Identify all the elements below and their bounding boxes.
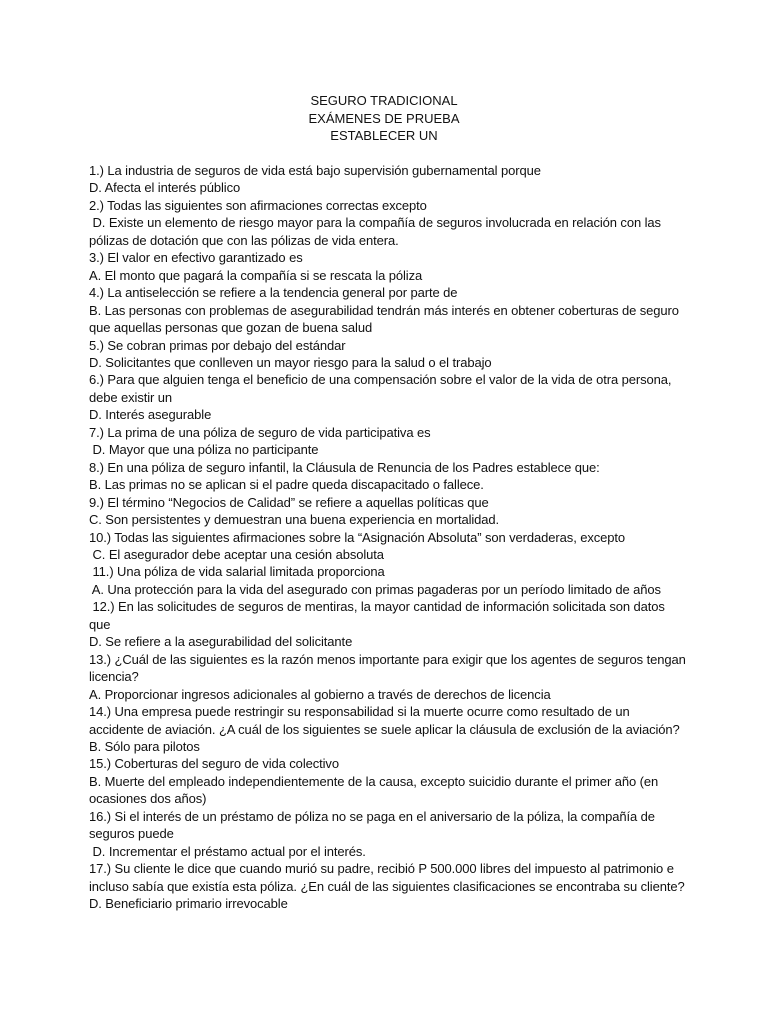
- document-title: [0, 92, 768, 145]
- text-line: D. Beneficiario primario irrevocable: [89, 896, 288, 912]
- text-line: 10.) Todas las siguientes afirmaciones sobre la “Asignación Absoluta” son verdaderas, excepto: [89, 529, 626, 545]
- subtitle-line: ESTABLECER UN: [330, 128, 438, 143]
- subtitle-line: EXÁMENES DE PRUEBA: [308, 110, 460, 126]
- text-line: 13.) ¿Cuál de las siguientes es la razón menos importante para exigir que los agentes de seguros tengan: [89, 651, 686, 667]
- text-line: A. Proporcionar ingresos adicionales al gobierno a través de derechos de licencia: [89, 686, 551, 702]
- text-line: 6.) Para que alguien tenga el beneficio de una compensación sobre el valor de la vida de otra persona,: [89, 372, 672, 388]
- text-line: B. Sólo para pilotos: [89, 738, 200, 754]
- text-line: B. Muerte del empleado independientemente de la causa, excepto suicidio durante el primer año (en: [89, 773, 659, 789]
- text-line: ocasiones dos años): [89, 791, 207, 807]
- text-line: incluso sabía que existía esta póliza. ¿En cuál de las siguientes clasificaciones se encontraba su cliente?: [89, 878, 685, 894]
- text-line: 4.) La antiselección se refiere a la tendencia general por parte de: [89, 285, 458, 301]
- text-line: 8.) En una póliza de seguro infantil, la Cláusula de Renuncia de los Padres establece que:: [89, 459, 600, 475]
- text-line: C. El asegurador debe aceptar una cesión absoluta: [89, 546, 384, 562]
- text-line: D. Mayor que una póliza no participante: [89, 442, 319, 458]
- text-line: A. El monto que pagará la compañía si se rescata la póliza: [89, 267, 423, 283]
- text-line: 17.) Su cliente le dice que cuando murió su padre, recibió P 500.000 libres del impuesto al patrimonio e: [89, 861, 674, 877]
- text-line: B. Las personas con problemas de asegurabilidad tendrán más interés en obtener coberturas de seguro: [89, 302, 679, 318]
- document-body: [89, 162, 686, 912]
- text-line: pólizas de dotación que con las pólizas de vida entera.: [89, 232, 399, 248]
- text-line: 9.) El término “Negocios de Calidad” se refiere a aquellas políticas que: [89, 494, 489, 510]
- text-line: que: [89, 616, 111, 632]
- text-line: 15.) Coberturas del seguro de vida colectivo: [89, 756, 339, 772]
- text-line: seguros puede: [89, 826, 174, 842]
- text-line: que aquellas personas que gozan de buena salud: [89, 320, 373, 336]
- text-line: B. Las primas no se aplican si el padre queda discapacitado o fallece.: [89, 477, 484, 493]
- text-line: accidente de aviación. ¿A cuál de los siguientes se suele aplicar la cláusula de exclusión de la aviación?: [89, 721, 680, 737]
- text-line: 11.) Una póliza de vida salarial limitada proporciona: [89, 564, 385, 580]
- text-line: 16.) Si el interés de un préstamo de póliza no se paga en el aniversario de la póliza, la compañía de: [89, 808, 655, 824]
- text-line: 14.) Una empresa puede restringir su responsabilidad si la muerte ocurre como resultado de un: [89, 704, 630, 720]
- text-line: 3.) El valor en efectivo garantizado es: [89, 250, 303, 266]
- text-line: licencia?: [89, 669, 139, 685]
- text-line: 2.) Todas las siguientes son afirmaciones correctas excepto: [89, 197, 427, 213]
- text-line: 5.) Se cobran primas por debajo del estándar: [89, 337, 346, 353]
- text-line: 1.) La industria de seguros de vida está bajo supervisión gubernamental porque: [89, 163, 541, 178]
- text-line: D. Incrementar el préstamo actual por el interés.: [89, 843, 366, 859]
- text-line: D. Interés asegurable: [89, 407, 212, 423]
- text-line: D. Se refiere a la asegurabilidad del solicitante: [89, 634, 353, 650]
- text-line: A. Una protección para la vida del asegurado con primas pagaderas por un período limitado de años: [89, 581, 661, 597]
- text-line: 7.) La prima de una póliza de seguro de vida participativa es: [89, 424, 431, 440]
- text-line: D. Afecta el interés público: [89, 180, 241, 196]
- text-line: D. Solicitantes que conlleven un mayor riesgo para la salud o el trabajo: [89, 354, 492, 370]
- text-line: 12.) En las solicitudes de seguros de mentiras, la mayor cantidad de información solicitada son datos: [89, 599, 665, 615]
- text-line: D. Existe un elemento de riesgo mayor para la compañía de seguros involucrada en relación con las: [89, 215, 661, 231]
- title-line: SEGURO TRADICIONAL: [310, 93, 458, 108]
- text-line: debe existir un: [89, 389, 173, 405]
- text-line: C. Son persistentes y demuestran una buena experiencia en mortalidad.: [89, 512, 500, 528]
